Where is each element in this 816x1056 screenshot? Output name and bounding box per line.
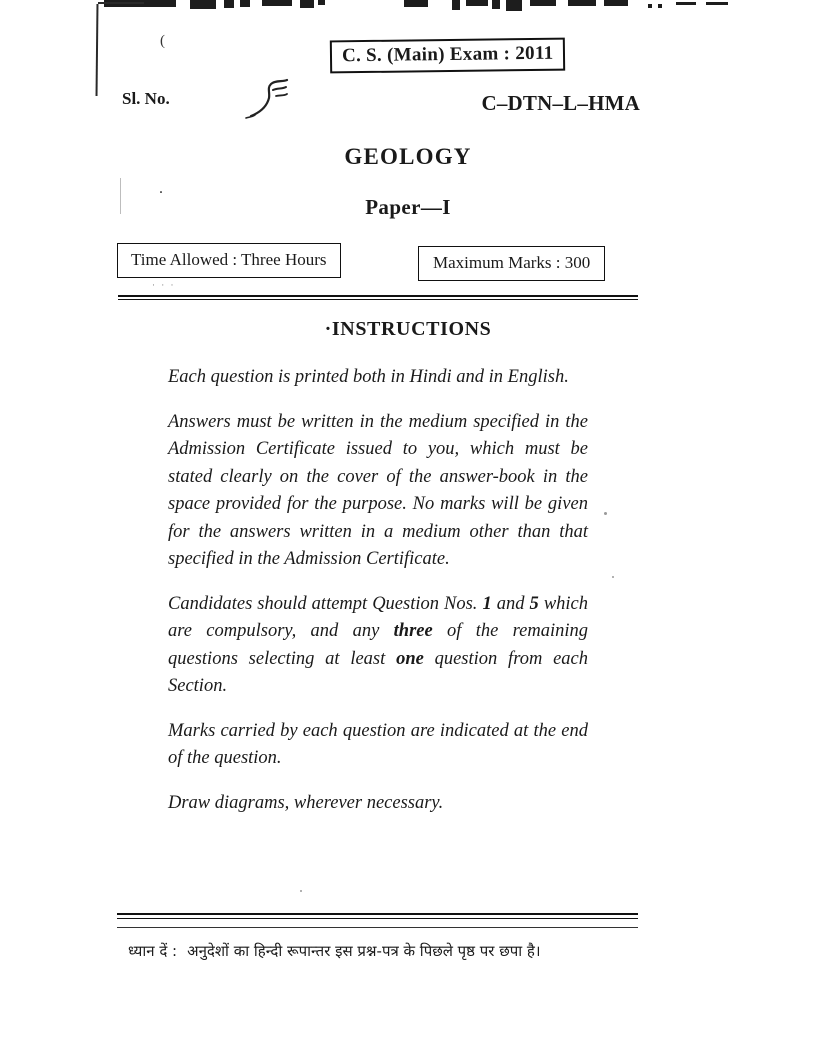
candidates-bold-one: one	[396, 648, 424, 669]
hindi-note-label: ध्यान दें :	[128, 942, 178, 960]
pen-mark: (	[160, 33, 165, 49]
instruction-paragraph: Answers must be written in the medium specified in the Admission Certificate issued to you, which must be stated clearly on the cover of the answer-book in the space provided for the purpose. No marks will be given for the answers written in a medium other than that specified in the Admission Certificate.	[168, 411, 588, 569]
ink-squiggle-icon	[243, 76, 303, 122]
hindi-note	[128, 938, 648, 964]
scan-speck	[604, 512, 607, 515]
ink-dot-mark: .	[159, 180, 163, 197]
candidates-bold-5: 5	[529, 593, 539, 614]
exam-session-label: C. S. (Main) Exam : 2011	[341, 42, 554, 67]
paper-code: C–DTN–L–HMA	[481, 91, 640, 115]
divider-bottom-thin-2	[117, 927, 638, 928]
candidates-bold-1: 1	[482, 593, 492, 614]
subject-title: GEOLOGY	[344, 144, 472, 169]
candidates-part2: and	[496, 593, 525, 614]
paper-number: Paper—I	[365, 195, 451, 219]
divider-top-thin	[118, 299, 638, 300]
page-border-left-line	[96, 4, 99, 96]
instructions-heading	[0, 318, 816, 341]
divider-bottom-thin	[117, 918, 638, 919]
page-border-top-line	[98, 2, 144, 4]
candidates-part5: question from each Section.	[168, 648, 589, 696]
instructions-lead-dot: ·	[324, 318, 332, 340]
divider-top-thick	[118, 295, 638, 297]
instructions-heading-text: INSTRUCTIONS	[331, 318, 492, 340]
instruction-paragraph: Each question is printed both in Hindi and in English.	[168, 367, 569, 387]
serial-number-label: Sl. No.	[122, 89, 170, 108]
instruction-paragraph-candidates	[168, 591, 588, 701]
candidates-part4: of the remaining questions selecting at least	[168, 621, 589, 669]
candidates-bold-three: three	[393, 621, 433, 641]
instructions-body	[168, 364, 588, 817]
scan-smudge: · · ·	[152, 280, 176, 290]
instruction-paragraph: Draw diagrams, wherever necessary.	[168, 792, 444, 813]
maximum-marks-box	[418, 246, 605, 281]
scan-speck	[612, 576, 614, 578]
time-allowed-label: Time Allowed : Three Hours	[131, 250, 327, 269]
candidates-part3: which are compulsory, and any	[168, 593, 589, 641]
scan-line-artifact	[120, 178, 121, 214]
hindi-note-text: अनुदेशों का हिन्दी रूपान्तर इस प्रश्न-पत्र के पिछले पृष्ठ पर छपा है।	[187, 942, 541, 960]
candidates-part1: Candidates should attempt Question Nos.	[168, 593, 478, 614]
exam-session-box	[330, 38, 566, 74]
time-allowed-box	[117, 243, 341, 278]
instruction-paragraph: Marks carried by each question are indicated at the end of the question.	[168, 720, 588, 768]
scan-speck	[300, 890, 302, 892]
divider-bottom-thick	[117, 913, 638, 915]
maximum-marks-label: Maximum Marks : 300	[433, 253, 591, 272]
